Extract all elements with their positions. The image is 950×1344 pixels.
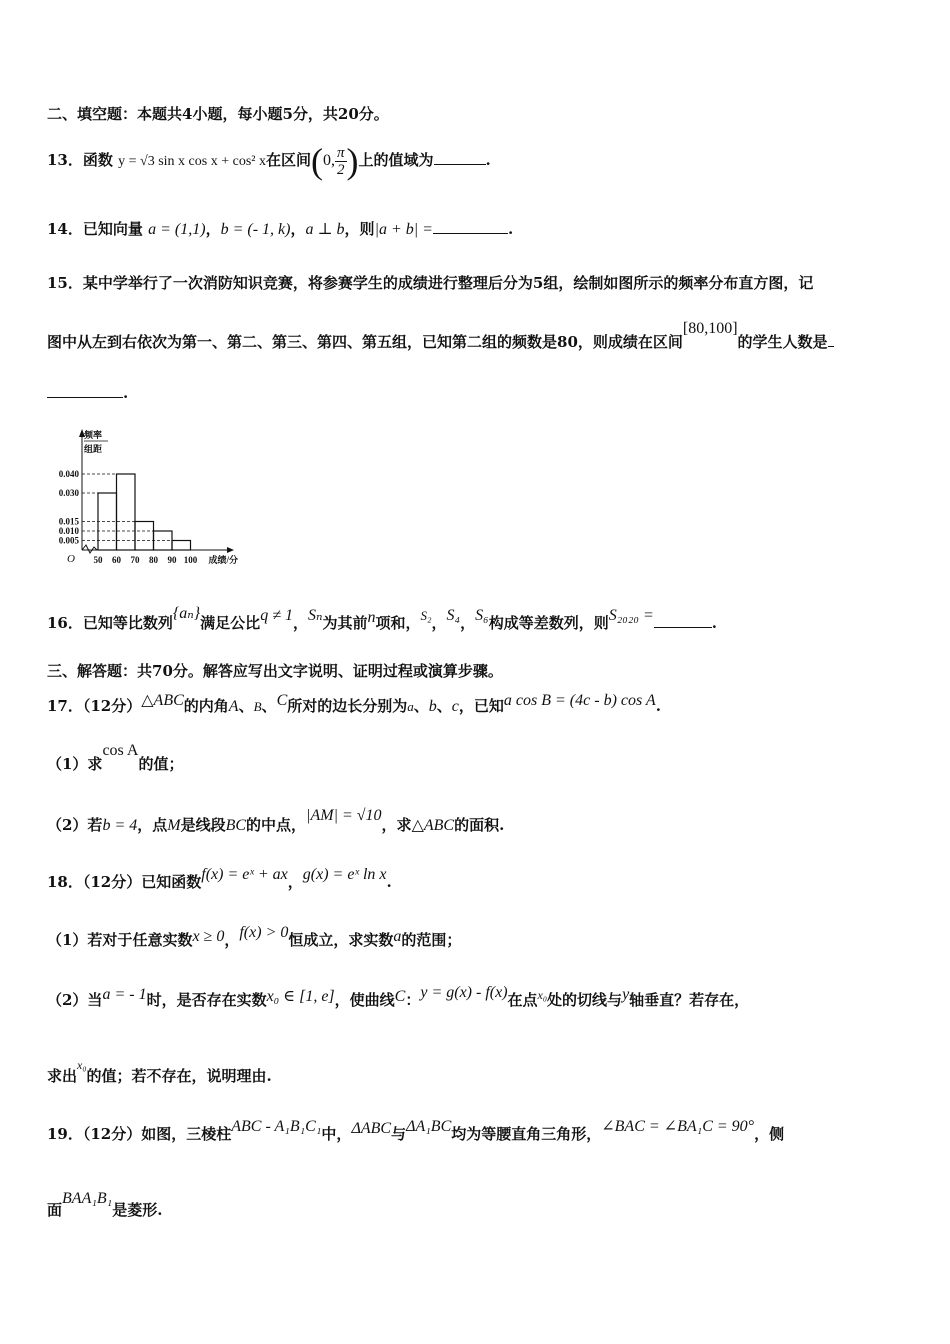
q19-text-4: ，侧 (754, 1125, 785, 1143)
q18-p2-text-2: ，使曲线 (334, 991, 395, 1009)
q17-side-b: b (428, 698, 437, 715)
q17-side-a: a (407, 699, 414, 714)
section-2-title: 二、填空题：本题共4小题，每小题5分，共20分。 (47, 105, 389, 123)
q18-p1-a: a (393, 928, 402, 945)
x-axis-label: 成绩/分 (208, 555, 239, 565)
x-tick-label: 100 (183, 555, 198, 565)
q17-dun-3: 、 (413, 697, 429, 715)
q18-p1-x: x ≥ 0 (192, 928, 225, 945)
question-16 (47, 600, 717, 640)
q18-p2-text-6: 轴垂直？若存在， (629, 991, 750, 1009)
q16-answer-blank (654, 626, 712, 628)
q16-text-mid2: 为其前 (322, 614, 368, 632)
question-14 (47, 218, 513, 239)
q18-p2-y: y (622, 986, 630, 1003)
question-17-part-2 (47, 800, 504, 844)
q18-f: f(x) = eˣ + ax (201, 866, 288, 883)
q16-s6: S₆ (475, 607, 489, 624)
q16-end: . (711, 614, 717, 632)
q13-text-pre: 函数 (82, 151, 113, 169)
q13-text-mid: 在区间 (265, 151, 311, 169)
q14-sep-2: ， (290, 220, 306, 238)
question-18 (47, 862, 392, 898)
question-19-line-2 (47, 1190, 162, 1226)
q19-angles: ∠BAC = ∠BA₁C = 90° (601, 1118, 755, 1135)
q14-vector-a: a = (1,1) (148, 221, 206, 238)
q17-p2-am: |AM| = √10 (306, 807, 382, 824)
q16-s2020: S₂₀₂₀ = (608, 607, 654, 624)
q18-p2-l2-text-pre: 求出 (47, 1067, 78, 1085)
q18-g: g(x) = eˣ ln x (302, 866, 387, 883)
q17-p2-text-3: 的中点， (246, 816, 307, 834)
q18-sep: ， (287, 873, 303, 891)
q18-p2-text-4: 在点 (507, 991, 538, 1009)
q19-head: 19．（12分）如图，三棱柱 (47, 1125, 232, 1143)
y-tick-label: 0.015 (58, 516, 79, 527)
q16-sn: Sₙ (307, 607, 323, 624)
y-label-bottom: 组距 (84, 444, 103, 454)
q17-p2-text-4: ，求 (381, 816, 412, 834)
q16-n: n (367, 609, 376, 626)
q16-s4: S₄ (446, 607, 461, 624)
q15-blank-start (828, 345, 834, 347)
x-tick-label: 60 (112, 555, 121, 565)
question-17 (47, 688, 661, 724)
q18-p2-x0: x₀ (537, 988, 548, 1002)
q13-interval-zero: 0, (322, 152, 335, 169)
q14-abs-sum: |a + b| = (374, 221, 433, 238)
q17-triangle: △ABC (141, 692, 184, 709)
q18-p2-colon: ： (405, 991, 421, 1009)
q14-sep-1: ， (205, 220, 221, 238)
x-axis-arrow (227, 547, 234, 553)
q18-p2-l2-text-post: 的值；若不存在，说明理由. (86, 1067, 272, 1085)
q15-text-post: 的学生人数是 (737, 333, 828, 351)
q17-p2-text-2: 是线段 (180, 816, 226, 834)
q14-text-pre: 已知向量 (82, 220, 143, 238)
q18-p1-text-post: 的范围； (401, 931, 462, 949)
q17-text-2: 所对的边长分别为 (287, 697, 408, 715)
q13-interval-fraction (335, 145, 347, 178)
q13-paren-right: ) (346, 141, 359, 181)
q19-text-1: 中， (321, 1125, 352, 1143)
y-tick-label: 0.010 (58, 526, 79, 536)
q18-p2-x0-range: x₀ ∈ [1, e] (266, 988, 335, 1005)
q17-dun-4: 、 (436, 697, 452, 715)
q18-p2-l2-x0: x₀ (77, 1058, 87, 1072)
q16-comma-1: ， (431, 614, 447, 632)
y-tick-label: 0.005 (58, 535, 79, 546)
q17-p2-bc: BC (225, 817, 247, 834)
question-15-line-1 (47, 272, 813, 293)
q16-text-mid4: 构成等差数列，则 (488, 614, 609, 632)
histogram-bar (172, 541, 191, 551)
frequency-histogram (42, 425, 252, 575)
x-tick-label: 70 (130, 555, 140, 565)
question-18-part-2 (47, 980, 749, 1016)
q16-text-mid1: 满足公比 (200, 614, 261, 632)
q17-p2-m: M (167, 817, 181, 834)
x-tick-label: 50 (93, 555, 103, 565)
q18-end: . (386, 873, 392, 891)
q13-number: 13． (47, 151, 83, 169)
q18-p1-text-mid: 恒成立，求实数 (288, 931, 394, 949)
q16-s2: S₂ (420, 608, 432, 623)
x-tick-label: 90 (167, 555, 177, 565)
q18-p2-text-1: 时，是否存在实数 (146, 991, 267, 1009)
q17-p2-text-post: 的面积. (454, 816, 505, 834)
q19-l2-text-pre: 面 (47, 1201, 63, 1219)
q18-p1-sep: ， (224, 931, 240, 949)
q19-triangle-2: ΔA₁BC (406, 1118, 452, 1135)
q14-vector-b: b = (- 1, k) (220, 221, 291, 238)
q15-end: . (123, 384, 129, 402)
q16-text-mid3: 项和， (375, 614, 421, 632)
question-13 (47, 138, 491, 182)
q17-end: . (655, 697, 661, 715)
q14-end: . (507, 220, 514, 238)
question-15-line-2 (47, 318, 834, 358)
q18-p2-y-expr: y = g(x) - f(x) (420, 984, 508, 1001)
y-label-top: 频率 (84, 430, 103, 440)
q13-answer-blank (434, 163, 486, 165)
q16-sequence: {aₙ} (172, 605, 201, 622)
q14-perpendicular: a ⊥ b (305, 221, 345, 238)
question-18-part-1 (47, 920, 461, 956)
q19-triangle-1: ΔABC (351, 1120, 392, 1137)
q13-frac-num: π (336, 144, 345, 161)
x-tick-label: 80 (149, 555, 158, 565)
q18-p2-text-pre: （2）当 (47, 991, 103, 1009)
q18-p2-text-5: 处的切线与 (547, 991, 623, 1009)
q17-angle-b: B (253, 699, 262, 714)
q17-angle-a: A (228, 698, 239, 715)
q19-prism: ABC - A₁B₁C₁ (231, 1118, 322, 1135)
q17-dun-2: 、 (261, 697, 277, 715)
q16-number: 16． (47, 614, 83, 632)
q14-text-mid: ，则 (344, 220, 375, 238)
y-tick-label: 0.030 (58, 488, 79, 498)
q13-text-post: 上的值域为 (358, 151, 434, 169)
q13-frac-den: 2 (336, 161, 345, 178)
q18-p1-f: f(x) > 0 (239, 924, 289, 941)
q17-text-3: ，已知 (458, 697, 504, 715)
q17-side-c: c (451, 698, 459, 715)
q18-p1-text-pre: （1）若对于任意实数 (47, 931, 193, 949)
q19-text-2: 与 (391, 1125, 407, 1143)
q13-paren-left: ( (310, 141, 323, 181)
q17-p2-triangle: △ABC (411, 817, 455, 834)
q16-comma-2: ， (460, 614, 476, 632)
q15-interval: [80,100] (682, 320, 738, 337)
q19-text-3: 均为等腰直角三角形， (451, 1125, 602, 1143)
section-3-title: 三、解答题：共70分。解答应写出文字说明、证明过程或演算步骤。 (47, 662, 503, 680)
q17-p1-cos-a: cos A (102, 742, 139, 759)
q14-answer-blank (433, 232, 508, 234)
q14-number: 14． (47, 220, 83, 238)
q16-sep: ， (292, 614, 308, 632)
q17-p1-text-post: 的值； (138, 755, 184, 773)
q18-p2-curve-c: C (394, 988, 406, 1005)
origin-label: O (67, 553, 75, 565)
q17-p2-text-1: ，点 (137, 816, 168, 834)
q17-angle-c: C (276, 692, 288, 709)
q15-text-line-2: 图中从左到右依次为第一、第二、第三、第四、第五组，已知第二组的频数是80，则成绩在区间 (47, 333, 683, 351)
question-17-part-1 (47, 742, 183, 778)
q18-head: 18．（12分）已知函数 (47, 873, 202, 891)
question-15-line-3 (47, 384, 128, 402)
q15-answer-blank (47, 396, 123, 398)
q17-head: 17．（12分） (47, 697, 142, 715)
q19-l2-text-post: 是菱形. (112, 1201, 163, 1219)
y-tick-label: 0.040 (58, 469, 79, 479)
q16-text-pre: 已知等比数列 (82, 614, 173, 632)
section-3-heading (47, 660, 503, 681)
q16-ratio: q ≠ 1 (260, 607, 293, 624)
q17-p1-text-pre: （1）求 (47, 755, 103, 773)
q13-end: . (485, 151, 491, 169)
histogram-bar (135, 522, 154, 551)
q13-formula: y = √3 sin x cos x + cos² x (118, 154, 266, 169)
axis-break-mark (82, 545, 97, 553)
question-19 (47, 1114, 784, 1150)
q17-p2-text-pre: （2）若 (47, 816, 103, 834)
q17-condition: a cos B = (4c - b) cos A (503, 692, 656, 709)
q17-text-1: 的内角 (183, 697, 229, 715)
q17-dun-1: 、 (238, 697, 254, 715)
q19-l2-face: BAA₁B₁ (62, 1190, 113, 1207)
q18-p2-a: a = - 1 (102, 986, 147, 1003)
question-18-part-2-line-2 (47, 1056, 272, 1092)
section-2-heading (47, 103, 389, 124)
histogram-bar (117, 474, 136, 550)
q15-text-line-1: 15．某中学举行了一次消防知识竞赛，将参赛学生的成绩进行整理后分为5组，绘制如图所示的频率分布直方图，记 (47, 274, 814, 292)
q17-p2-b: b = 4 (102, 817, 138, 834)
